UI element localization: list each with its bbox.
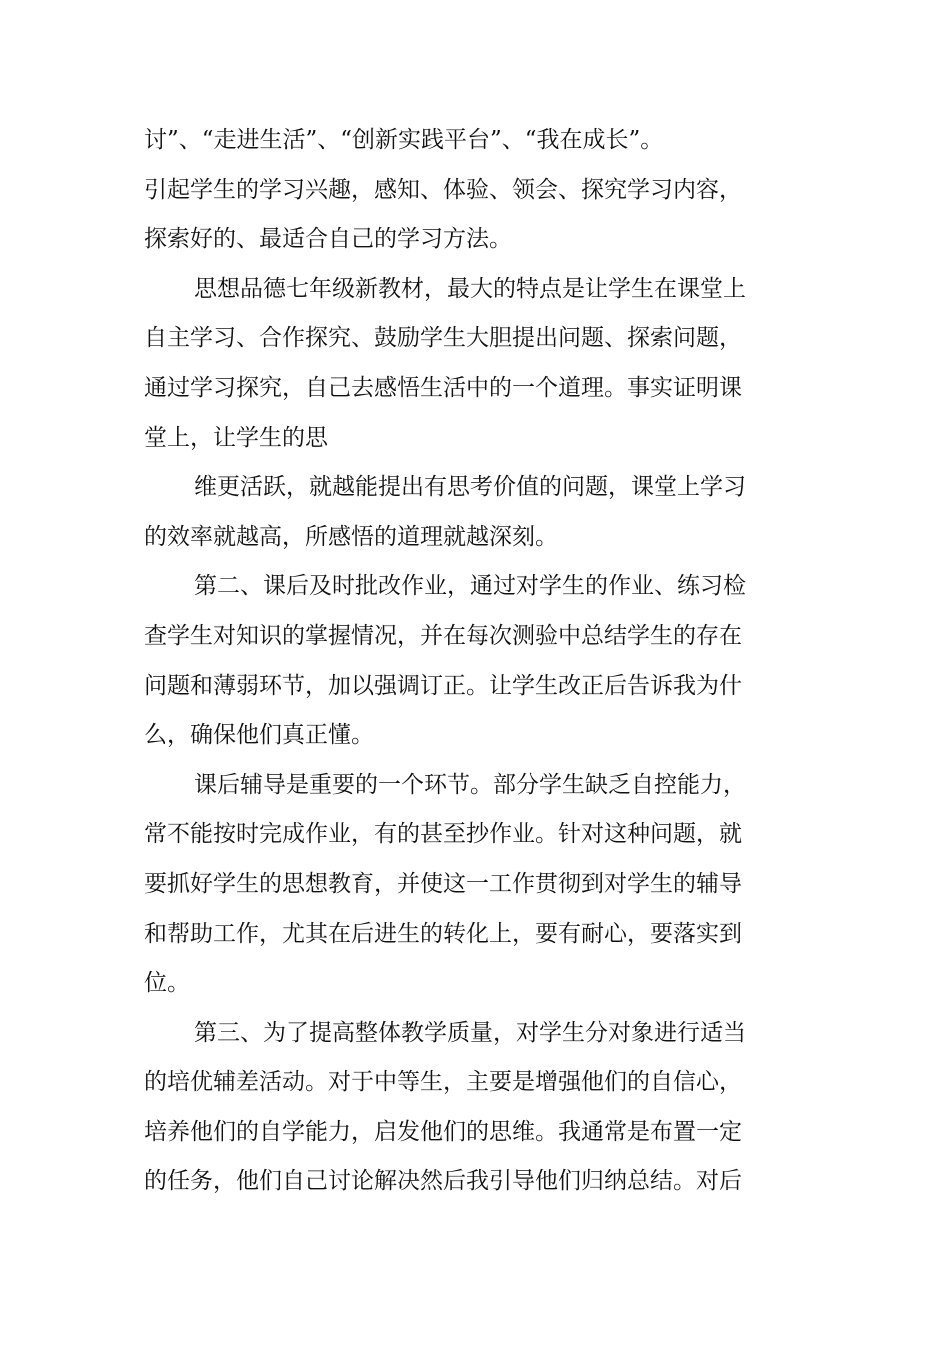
text-line: 常不能按时完成作业，有的甚至抄作业。针对这种问题，就	[144, 821, 742, 848]
text-line: 位。	[144, 970, 190, 997]
text-line: 查学生对知识的掌握情况，并在每次测验中总结学生的存在	[144, 622, 742, 649]
text-line: 自主学习、合作探究、鼓励学生大胆提出问题、探索问题，	[144, 325, 742, 352]
paragraph-first-line: 课后辅导是重要的一个环节。部分学生缺乏自控能力，	[194, 771, 746, 798]
paragraph-first-line: 第二、课后及时批改作业，通过对学生的作业、练习检	[194, 573, 746, 600]
text-line: 问题和薄弱环节，加以强调订正。让学生改正后告诉我为什	[144, 672, 742, 699]
text-line: 么，确保他们真正懂。	[144, 722, 374, 749]
text-line: 的培优辅差活动。对于中等生，主要是增强他们的自信心，	[144, 1069, 742, 1096]
text-line: 和帮助工作，尤其在后进生的转化上，要有耐心，要落实到	[144, 920, 742, 947]
text-line: 引起学生的学习兴趣，感知、体验、领会、探究学习内容，	[144, 176, 742, 203]
paragraph-first-line: 第三、为了提高整体教学质量，对学生分对象进行适当	[194, 1019, 746, 1046]
text-line: 讨”、“走进生活”、“创新实践平台”、“我在成长”。	[144, 127, 664, 153]
paragraph-first-line: 思想品德七年级新教材，最大的特点是让学生在课堂上	[194, 275, 746, 302]
text-line: 的效率就越高，所感悟的道理就越深刻。	[144, 523, 558, 550]
text-line: 堂上，让学生的思	[144, 424, 328, 451]
paragraph-first-line: 维更活跃，就越能提出有思考价值的问题，课堂上学习	[194, 474, 746, 501]
document-body	[144, 116, 754, 1207]
text-line: 培养他们的自学能力，启发他们的思维。我通常是布置一定	[144, 1118, 742, 1145]
text-line: 的任务，他们自己讨论解决然后我引导他们归纳总结。对后	[144, 1168, 742, 1195]
text-line: 要抓好学生的思想教育，并使这一工作贯彻到对学生的辅导	[144, 870, 742, 897]
text-line: 探索好的、最适合自己的学习方法。	[144, 226, 512, 253]
text-line: 通过学习探究，自己去感悟生活中的一个道理。事实证明课	[144, 374, 742, 401]
